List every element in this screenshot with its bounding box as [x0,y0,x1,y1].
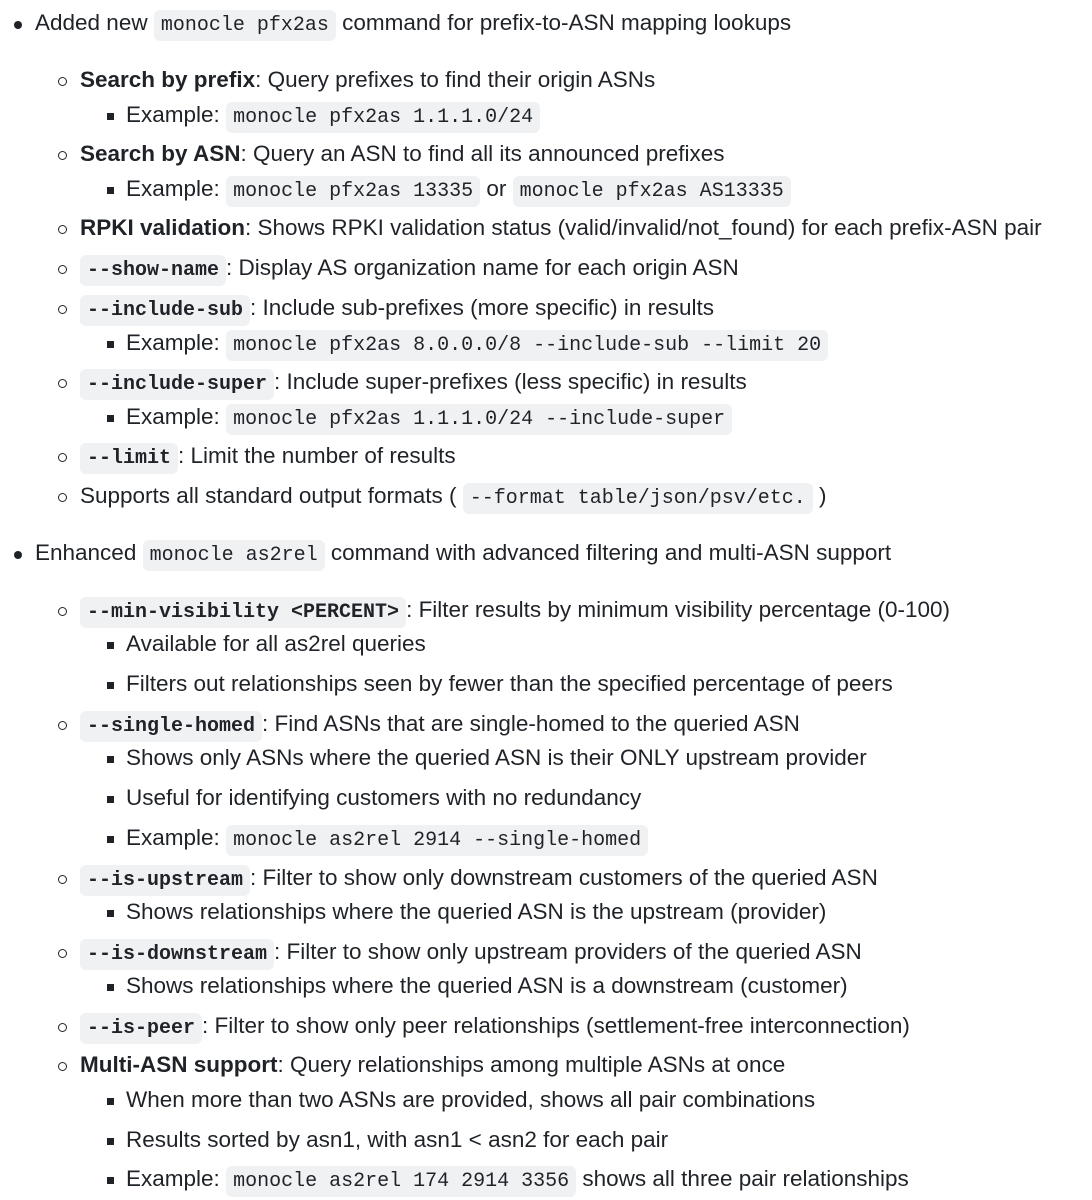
item-text: Enhanced [35,540,137,565]
item-text: : Include super-prefixes (less specific) in results [274,369,747,394]
bullet-square-icon [107,682,114,689]
item-text: Shows relationships where the queried ASN is a downstream (customer) [126,973,848,998]
example-label: Example: [126,404,220,429]
list-item-subpoint [126,969,848,1003]
list-item-include-super [80,365,747,402]
flag-code: --is-peer [80,1013,202,1044]
list-item-rpki [80,211,1042,245]
inline-code: monocle as2rel 2914 --single-homed [226,825,648,856]
list-item-formats [80,479,827,516]
item-text: Useful for identifying customers with no redundancy [126,785,642,810]
list-item-subpoint [126,1083,815,1117]
inline-code: monocle pfx2as [154,10,336,41]
item-text: : Filter to show only downstream customers of the queried ASN [250,865,878,890]
list-item-subpoint [126,781,641,815]
item-text: : Query prefixes to find their origin ASNs [255,67,656,92]
bullet-square-icon [107,836,114,843]
list-item-example [126,400,732,437]
item-text: Filters out relationships seen by fewer than the specified percentage of peers [126,671,893,696]
inline-code: monocle pfx2as 1.1.1.0/24 [226,102,540,133]
bullet-circle-icon [58,1023,67,1032]
item-text: command for prefix-to-ASN mapping lookups [342,10,792,35]
inline-code: monocle pfx2as 13335 [226,176,480,207]
bullet-disc-icon [14,21,22,29]
example-label: Example: [126,102,220,127]
list-item-example [126,172,791,209]
flag-code: --single-homed [80,711,262,742]
item-title: Search by prefix [80,67,256,92]
flag-code: --min-visibility <PERCENT> [80,597,406,628]
list-item-search-asn [80,137,725,171]
bullet-circle-icon [58,305,67,314]
bullet-square-icon [107,1177,114,1184]
bullet-square-icon [107,113,114,120]
list-item-limit [80,439,456,476]
list-item-example [126,98,540,135]
item-text: Shows relationships where the queried ASN is the upstream (provider) [126,899,827,924]
list-item-single-homed [80,707,800,744]
item-text: Supports all standard output formats ( [80,483,457,508]
flag-code: --limit [80,443,178,474]
item-text: : Filter to show only peer relationships (settlement-free interconnection) [202,1013,910,1038]
example-label: Example: [126,330,220,355]
item-title: RPKI validation [80,215,246,240]
bullet-disc-icon [14,551,22,559]
bullet-circle-icon [58,453,67,462]
item-text: : Shows RPKI validation status (valid/invalid/not_found) for each prefix-ASN pair [245,215,1042,240]
bullet-square-icon [107,1098,114,1105]
list-item-multi-asn [80,1048,785,1082]
item-text: : Include sub-prefixes (more specific) in results [250,295,714,320]
bullet-circle-icon [58,607,67,616]
list-item-example [126,1162,909,1199]
list-item-min-visibility [80,593,950,630]
item-title: Multi-ASN support [80,1052,278,1077]
list-item-include-sub [80,291,714,328]
bullet-circle-icon [58,721,67,730]
item-title: Search by ASN [80,141,241,166]
inline-code: monocle pfx2as 8.0.0.0/8 --include-sub --limit 20 [226,330,828,361]
item-text: Added new [35,10,148,35]
bullet-circle-icon [58,875,67,884]
bullet-square-icon [107,341,114,348]
item-text: When more than two ASNs are provided, shows all pair combinations [126,1087,816,1112]
example-label: Example: [126,825,220,850]
bullet-circle-icon [58,225,67,234]
example-label: Example: [126,1166,220,1191]
bullet-circle-icon [58,379,67,388]
list-item-subpoint [126,667,893,701]
bullet-circle-icon [58,265,67,274]
list-item-as2rel [35,536,891,573]
list-item-is-upstream [80,861,878,898]
item-text: ) [819,483,827,508]
inline-code: monocle pfx2as AS13335 [513,176,791,207]
item-text: : Display AS organization name for each origin ASN [226,255,739,280]
bullet-circle-icon [58,77,67,86]
inline-code: --format table/json/psv/etc. [463,483,813,514]
bullet-square-icon [107,910,114,917]
bullet-square-icon [107,756,114,763]
item-text: shows all three pair relationships [582,1166,909,1191]
list-item-is-downstream [80,935,862,972]
list-item-subpoint [126,1123,668,1157]
inline-code: monocle pfx2as 1.1.1.0/24 --include-super [226,404,732,435]
flag-code: --is-upstream [80,865,250,896]
list-item-search-prefix [80,63,655,97]
bullet-square-icon [107,642,114,649]
item-text: Available for all as2rel queries [126,631,426,656]
bullet-square-icon [107,415,114,422]
bullet-circle-icon [58,1062,67,1071]
bullet-square-icon [107,187,114,194]
list-item-is-peer [80,1009,910,1046]
list-item-pfx2as [35,6,791,43]
flag-code: --show-name [80,255,226,286]
list-item-subpoint [126,627,426,661]
list-item-example [126,326,828,363]
inline-code: monocle as2rel [143,540,325,571]
list-item-subpoint [126,895,826,929]
bullet-circle-icon [58,151,67,160]
item-text: : Query relationships among multiple ASNs at once [277,1052,786,1077]
flag-code: --is-downstream [80,939,274,970]
item-text: : Filter results by minimum visibility percentage (0-100) [406,597,950,622]
list-item-subpoint [126,741,867,775]
item-text: or [486,176,507,201]
flag-code: --include-super [80,369,274,400]
item-text: Results sorted by asn1, with asn1 < asn2 for each pair [126,1127,669,1152]
item-text: : Filter to show only upstream providers of the queried ASN [274,939,862,964]
bullet-circle-icon [58,949,67,958]
flag-code: --include-sub [80,295,250,326]
item-text: : Find ASNs that are single-homed to the queried ASN [262,711,800,736]
example-label: Example: [126,176,220,201]
bullet-square-icon [107,1138,114,1145]
bullet-square-icon [107,796,114,803]
item-text: : Query an ASN to find all its announced prefixes [240,141,725,166]
bullet-circle-icon [58,493,67,502]
bullet-square-icon [107,984,114,991]
item-text: Shows only ASNs where the queried ASN is their ONLY upstream provider [126,745,867,770]
inline-code: monocle as2rel 174 2914 3356 [226,1166,576,1197]
list-item-example [126,821,648,858]
list-item-show-name [80,251,739,288]
item-text: : Limit the number of results [178,443,456,468]
item-text: command with advanced filtering and multi-ASN support [330,540,892,565]
